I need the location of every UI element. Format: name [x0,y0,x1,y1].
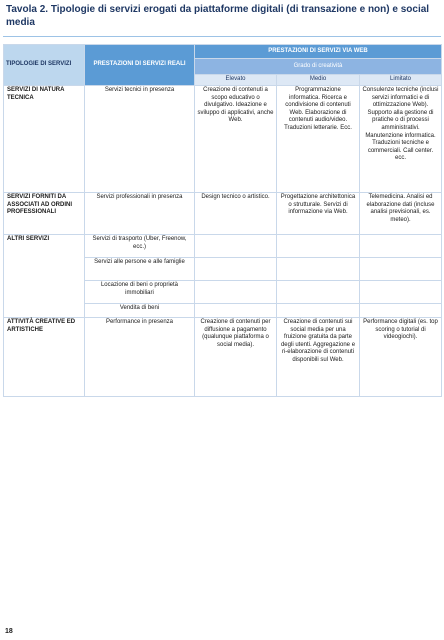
table-row [4,86,442,193]
document-title [6,3,438,29]
header-servizi-reali: PRESTAZIONI DI SERVIZI REALI [85,45,195,86]
row-medio: Creazione di contenuti sui social media per una fruizione gratuita da parte degli utenti. Aggregazione e ri-elaborazione di contenuti disponibili sul Web. [277,318,360,397]
table-row [4,235,442,258]
row-medio: Progettazione architettonica o strutturale. Servizi di informazione via Web. [277,193,360,235]
row-elevato [195,258,277,281]
row-elevato: Creazione di contenuti per diffusione a pagamento (qualunque piattaforma o social media). [195,318,277,397]
row-limitato [360,258,442,281]
row-limitato [360,281,442,304]
row-limitato: Consulenze tecniche (inclusi servizi informatici e di ottimizzazione Web). Supporto alla gestione di pratiche o di processi amministrativi. Manutenzione informatica. Traduzioni tecniche e commerciali. Call center. ecc. [360,86,442,193]
header-grado-creativita: Grado di creatività [195,59,442,75]
row-medio [277,281,360,304]
row-servizi-reali: Performance in presenza [85,318,195,397]
row-category: SERVIZI FORNITI DA ASSOCIATI AD ORDINI PROFESSIONALI [4,193,85,235]
table-caption: Tipologie di servizi erogati da piattaforme digitali (di transazione e non) e social media [6,4,430,28]
page-number: 18 [5,628,13,635]
row-elevato: Creazione di contenuti a scopo educativo o divulgativo. Ideazione e sviluppo di applicativi, anche Web. [195,86,277,193]
row-elevato: Design tecnico o artistico. [195,193,277,235]
row-servizi-reali: Servizi tecnici in presenza [85,86,195,193]
row-medio: Programmazione informatica. Ricerca e condivisione di contenuti Web. Elaborazione di contenuti audio/video. Traduzioni letterarie. Ecc. [277,86,360,193]
row-servizi-reali: Servizi alle persone e alle famiglie [85,258,195,281]
table-row [4,193,442,235]
row-servizi-reali: Servizi professionali in presenza [85,193,195,235]
row-limitato [360,304,442,318]
row-servizi-reali: Servizi di trasporto (Uber, Freenow, ecc.) [85,235,195,258]
row-medio [277,258,360,281]
header-tipologie: TIPOLOGIE DI SERVIZI [4,45,85,86]
row-limitato [360,235,442,258]
row-servizi-reali: Locazione di beni o proprietà immobiliari [85,281,195,304]
services-table [3,44,442,397]
row-limitato: Performance digitali (es. top scoring o tutorial di videogiochi). [360,318,442,397]
row-elevato [195,235,277,258]
table-label: Tavola 2. [6,4,49,15]
row-category: ALTRI SERVIZI [4,235,85,318]
row-servizi-reali: Vendita di beni [85,304,195,318]
row-medio [277,235,360,258]
row-elevato [195,304,277,318]
row-elevato [195,281,277,304]
row-medio [277,304,360,318]
title-divider [3,36,441,37]
row-category: ATTIVITÀ CREATIVE ED ARTISTICHE [4,318,85,397]
row-limitato: Telemedicina. Analisi ed elaborazione dati (incluse analisi previsionali, es. meteo). [360,193,442,235]
row-category: SERVIZI DI NATURA TECNICA [4,86,85,193]
header-medio: Medio [277,75,360,86]
table-row [4,318,442,397]
header-elevato: Elevato [195,75,277,86]
header-servizi-web: PRESTAZIONI DI SERVIZI VIA WEB [195,45,442,59]
header-limitato: Limitato [360,75,442,86]
